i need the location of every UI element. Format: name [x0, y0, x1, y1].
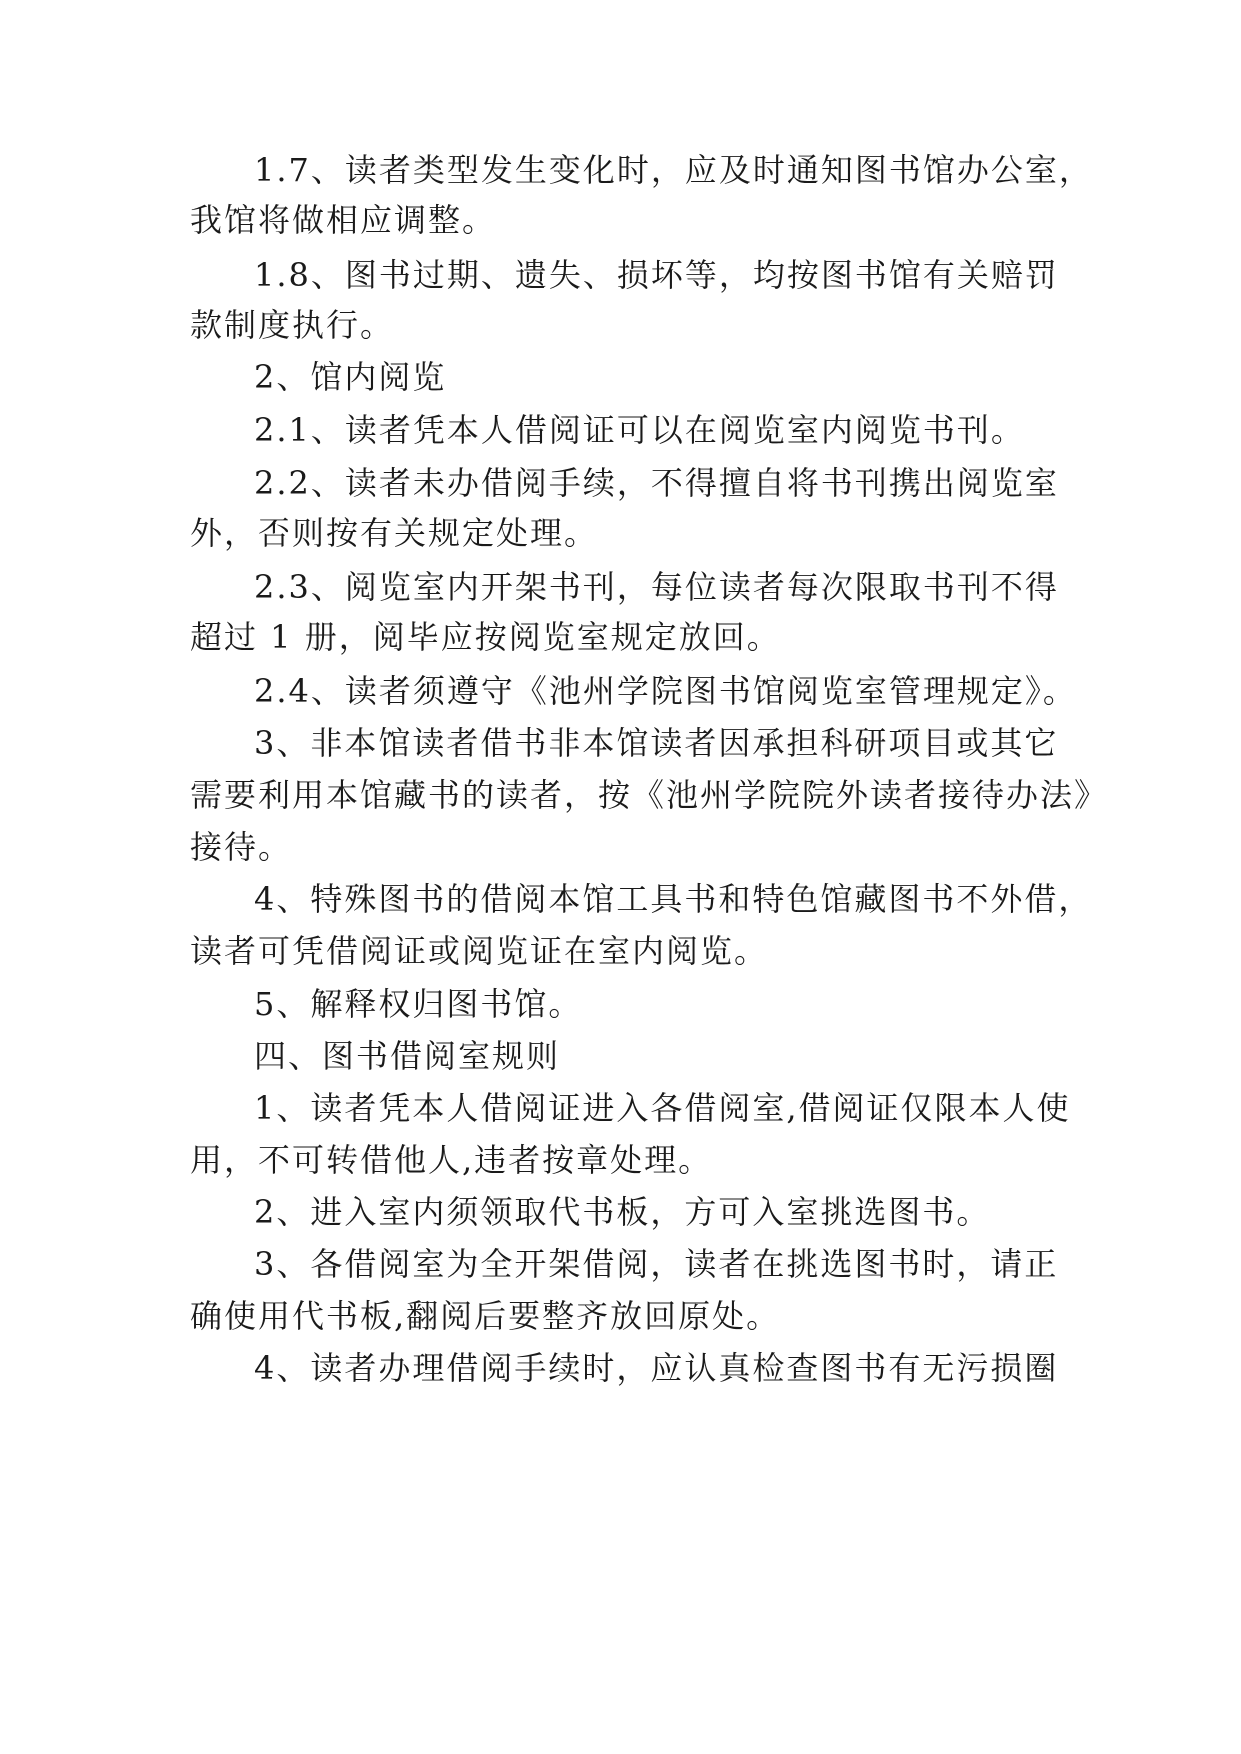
paragraph-line: 确使用代书板,翻阅后要整齐放回原处。 [190, 1297, 781, 1335]
paragraph-line: 接待。 [190, 828, 293, 866]
paragraph-line: 2.2、读者未办借阅手续，不得擅自将书刊携出阅览室 [254, 464, 1059, 502]
paragraph-line: 我馆将做相应调整。 [190, 201, 497, 239]
paragraph-line: 3、各借阅室为全开架借阅，读者在挑选图书时，请正 [254, 1245, 1059, 1283]
paragraph-line: 用，不可转借他人,违者按章处理。 [190, 1141, 713, 1179]
paragraph-line: 4、读者办理借阅手续时，应认真检查图书有无污损圈 [254, 1349, 1059, 1387]
section-heading: 2、馆内阅览 [254, 358, 447, 396]
paragraph-line: 读者可凭借阅证或阅览证在室内阅览。 [190, 932, 769, 970]
paragraph-line: 外，否则按有关规定处理。 [190, 514, 599, 552]
paragraph-line: 1.8、图书过期、遗失、损坏等，均按图书馆有关赔罚 [254, 256, 1059, 294]
paragraph-line: 款制度执行。 [190, 306, 395, 344]
paragraph-line: 2.1、读者凭本人借阅证可以在阅览室内阅览书刊。 [254, 411, 1025, 449]
paragraph-line: 4、特殊图书的借阅本馆工具书和特色馆藏图书不外借， [254, 880, 1093, 918]
paragraph-line: 超过 1 册，阅毕应按阅览室规定放回。 [190, 618, 781, 656]
paragraph-line: 2.3、阅览室内开架书刊，每位读者每次限取书刊不得 [254, 568, 1059, 606]
paragraph-line: 3、非本馆读者借书非本馆读者因承担科研项目或其它 [254, 724, 1059, 762]
paragraph-line: 需要利用本馆藏书的读者，按《池州学院院外读者接待办法》 [190, 776, 1109, 814]
paragraph-line: 2、进入室内须领取代书板，方可入室挑选图书。 [254, 1193, 991, 1231]
paragraph-line: 1、读者凭本人借阅证进入各借阅室,借阅证仅限本人使 [254, 1089, 1071, 1127]
paragraph-line: 5、解释权归图书馆。 [254, 985, 583, 1023]
paragraph-line: 2.4、读者须遵守《池州学院图书馆阅览室管理规定》。 [254, 672, 1077, 710]
section-heading: 四、图书借阅室规则 [254, 1037, 561, 1075]
paragraph-line: 1.7、读者类型发生变化时，应及时通知图书馆办公室， [254, 151, 1093, 189]
